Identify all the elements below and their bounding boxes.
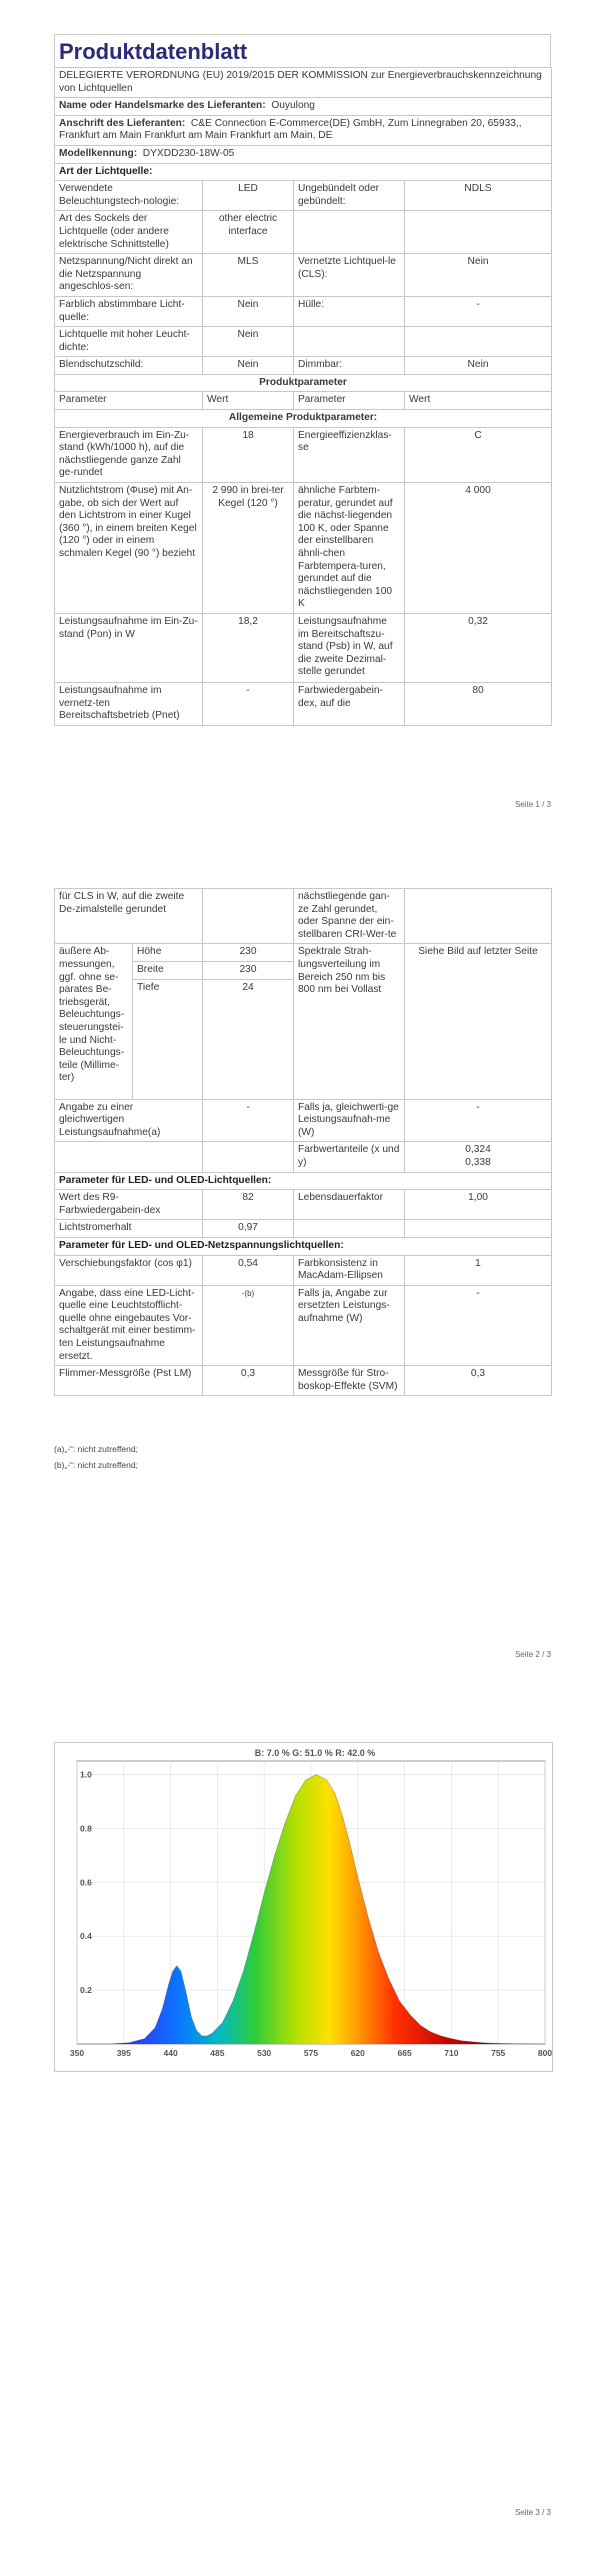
page-footer-2: Seite 2 / 3 — [514, 1650, 551, 1659]
flicker-value: 0,3 — [203, 1366, 294, 1396]
dimmable-value: Nein — [405, 357, 552, 375]
cap-value: other electric interface — [203, 211, 294, 254]
empty-cell — [294, 327, 405, 357]
cri-label-cont: nächstliegende gan-ze Zahl gerundet, oder Spanne der ein-stellbaren CRI-Wer-te — [294, 889, 405, 944]
x-tick-label: 575 — [303, 2048, 319, 2058]
footnote-a: (a)„-“: nicht zutreffend; — [54, 1444, 138, 1454]
x-tick-label: 395 — [116, 2048, 131, 2058]
cct-value: 4 000 — [405, 483, 552, 614]
empty-cell — [203, 889, 294, 944]
claim-power-label: Falls ja, Angabe zur ersetzten Leistungs-aufnahme (W) — [294, 1285, 405, 1366]
supplier-name: Ouyulong — [271, 100, 315, 112]
empty-cell — [405, 211, 552, 254]
r9-label: Wert des R9-Farbwiedergabein-dex — [55, 1190, 203, 1220]
envelope-value: - — [405, 296, 552, 326]
page-footer-3: Seite 3 / 3 — [514, 2508, 551, 2517]
claim-power-value: - — [405, 1285, 552, 1366]
chromaticity-label: Farbwertanteile (x und y) — [294, 1142, 405, 1172]
value-header: Wert — [405, 392, 552, 410]
y-tick-label: 0.2 — [80, 1985, 92, 1996]
consistency-value: 1 — [405, 1255, 552, 1285]
pnet-label: Leistungsaufnahme im vernetz-ten Bereitschaftsbetrieb (Pnet) — [55, 682, 203, 725]
empty-cell — [405, 889, 552, 944]
empty-cell — [203, 1142, 294, 1172]
empty-cell — [405, 1220, 552, 1238]
svm-label: Messgröße für Stro-boskop-Effekte (SVM) — [294, 1366, 405, 1396]
dimensions-label: äußere Ab-messungen, ggf. ohne se-parates Be-triebsgerät, Beleuchtungs-steuerungstei-le und Nicht-Beleuchtungs-teile (Millime-ter) — [55, 944, 133, 1099]
nondirectional-label: Ungebündelt oder gebündelt: — [294, 181, 405, 211]
survival-label: Lebensdauerfaktor — [294, 1190, 405, 1220]
x-tick-label: 530 — [257, 2048, 272, 2058]
chromaticity-value — [405, 1142, 552, 1172]
empty-cell — [55, 1142, 203, 1172]
nondirectional-value: NDLS — [405, 181, 552, 211]
spectrum-chart — [55, 1743, 552, 2071]
x-tick-label: 755 — [491, 2048, 506, 2058]
x-tick-label: 440 — [163, 2048, 178, 2058]
x-tick-label: 485 — [210, 2048, 225, 2058]
x-tick-label: 800 — [537, 2048, 552, 2058]
model-row — [55, 145, 552, 163]
glare-label: Blendschutzschild: — [55, 357, 203, 375]
supplier-name-row — [55, 98, 552, 116]
cap-label: Art des Sockels der Lichtquelle (oder andere elektrische Schnittstelle) — [55, 211, 203, 254]
chroma-x: 0,324 — [465, 1144, 491, 1156]
y-tick-label: 0.6 — [80, 1877, 92, 1888]
led-params-heading: Parameter für LED- und OLED-Lichtquellen: — [55, 1172, 552, 1190]
x-tick-label: 665 — [397, 2048, 412, 2058]
depth-label: Tiefe — [133, 979, 203, 1099]
page-1 — [54, 34, 551, 726]
mains-params-heading: Parameter für LED- und OLED-Netzspannungslichtquellen: — [55, 1237, 552, 1255]
width-label: Breite — [133, 961, 203, 979]
dimmable-label: Dimmbar: — [294, 357, 405, 375]
spd-label: Spektrale Strah-lungsverteilung im Bereich 250 nm bis 800 nm bei Vollast — [294, 944, 405, 1099]
model-id: DYXDD230-18W-05 — [142, 147, 235, 159]
survival-value: 1,00 — [405, 1190, 552, 1220]
x-tick-label: 620 — [350, 2048, 365, 2058]
product-params-table-cont — [54, 888, 552, 1396]
document-title: Produktdatenblatt — [54, 34, 551, 67]
product-params-heading: Produktparameter — [55, 374, 552, 392]
high-luminance-label: Lichtquelle mit hoher Leucht-dichte: — [55, 327, 203, 357]
eff-class-label: Energieeffizienzklas-se — [294, 427, 405, 482]
pnet-value: - — [203, 682, 294, 725]
pon-value: 18,2 — [203, 613, 294, 682]
y-tick-label: 0.4 — [80, 1931, 92, 1942]
cls-label: Vernetzte Lichtquel-le (CLS): — [294, 254, 405, 297]
lighting-tech-label: Verwendete Beleuchtungstech-nologie: — [55, 181, 203, 211]
pf-value: 0,54 — [203, 1255, 294, 1285]
page-2 — [54, 888, 551, 1396]
high-luminance-value: Nein — [203, 327, 294, 357]
address-row — [55, 115, 552, 145]
replace-power-label: Falls ja, gleichwerti-ge Leistungsaufnah-me (W) — [294, 1099, 405, 1142]
address-label: Anschrift des Lieferanten: — [59, 117, 186, 129]
regulation-text: DELEGIERTE VERORDNUNG (EU) 2019/2015 DER KOMMISSION zur Energieverbrauchskennzeichnung von Lichtquellen — [55, 68, 552, 98]
eff-class-value: C — [405, 427, 552, 482]
height-value: 230 — [203, 944, 294, 962]
replace-power-value: - — [405, 1099, 552, 1142]
svm-value: 0,3 — [405, 1366, 552, 1396]
lighting-tech-value: LED — [203, 181, 294, 211]
spectrum-chart-frame — [54, 1742, 553, 2072]
mains-label: Netzspannung/Nicht direkt an die Netzspannung angeschlos-sen: — [55, 254, 203, 297]
empty-cell — [405, 327, 552, 357]
envelope-label: Hülle: — [294, 296, 405, 326]
flicker-label: Flimmer-Messgröße (Pst LM) — [55, 1366, 203, 1396]
empty-cell — [294, 1220, 405, 1238]
flux-label: Nutzlichtstrom (Φuse) mit An-gabe, ob sich der Wert auf den Lichtstrom in einer Kugel (360 °), in einem breiten Kegel (120 °) oder in einem schmalen Kegel (90 °) bezieht — [55, 483, 203, 614]
param-header: Parameter — [294, 392, 405, 410]
consistency-label: Farbkonsistenz in MacAdam-Ellipsen — [294, 1255, 405, 1285]
supplier-name-label: Name oder Handelsmarke des Lieferanten: — [59, 100, 266, 112]
product-info-table — [54, 67, 552, 726]
y-tick-labels — [80, 1769, 92, 1995]
pnet-label-cont: für CLS in W, auf die zweite De-zimalstelle gerundet — [55, 889, 203, 944]
x-tick-labels — [70, 2048, 552, 2058]
energy-on-value: 18 — [203, 427, 294, 482]
y-tick-label: 0.8 — [80, 1823, 92, 1834]
claim-value: -(b) — [203, 1285, 294, 1366]
width-value: 230 — [203, 961, 294, 979]
x-tick-label: 350 — [69, 2048, 85, 2058]
chroma-y: 0,338 — [465, 1156, 491, 1168]
energy-on-label: Energieverbrauch im Ein-Zu-stand (kWh/1000 h), auf die nächstliegende ganze Zahl ge-rundet — [55, 427, 203, 482]
empty-cell — [294, 211, 405, 254]
psb-label: Leistungsaufnahme im Bereitschaftszu-stand (Psb) in W, auf die zweite Dezimal-stelle gerundet — [294, 613, 405, 682]
psb-value: 0,32 — [405, 613, 552, 682]
equiv-power-value: - — [203, 1099, 294, 1142]
equiv-power-label: Angabe zu einer gleichwertigen Leistungsaufnahme(a) — [55, 1099, 203, 1142]
height-label: Höhe — [133, 944, 203, 962]
lumen-maint-label: Lichtstromerhalt — [55, 1220, 203, 1238]
claim-label: Angabe, dass eine LED-Licht-quelle eine Leuchtstofflicht-quelle ohne eingebautes Vor-schaltgerät mit einer bestimm-ten Leistungsaufnahme ersetzt. — [55, 1285, 203, 1366]
spectrum-area — [77, 1775, 545, 2045]
mains-value: MLS — [203, 254, 294, 297]
lightsource-type-heading: Art der Lichtquelle: — [55, 163, 552, 181]
y-tick-label: 1.0 — [80, 1769, 92, 1780]
cri-label: Farbwiedergabein-dex, auf die — [294, 682, 405, 725]
colour-tunable-value: Nein — [203, 296, 294, 326]
model-label: Modellkennung: — [59, 147, 138, 159]
general-params-heading: Allgemeine Produktparameter: — [55, 410, 552, 428]
cls-value: Nein — [405, 254, 552, 297]
flux-value: 2 990 in brei-ter Kegel (120 °) — [203, 483, 294, 614]
footnote-b: (b)„-“: nicht zutreffend; — [54, 1460, 138, 1470]
glare-value: Nein — [203, 357, 294, 375]
value-header: Wert — [203, 392, 294, 410]
pf-label: Verschiebungsfaktor (cos φ1) — [55, 1255, 203, 1285]
pon-label: Leistungsaufnahme im Ein-Zu-stand (Pon) in W — [55, 613, 203, 682]
spd-value: Siehe Bild auf letzter Seite — [405, 944, 552, 1099]
page-footer-1: Seite 1 / 3 — [514, 800, 551, 809]
address: C&E Connection E-Commerce(DE) GmbH, Zum Linnegraben 20, 65933,, Frankfurt am Main Frankfurt am Main Frankfurt am Main, DE — [59, 117, 522, 142]
cri-value: 80 — [405, 682, 552, 725]
r9-value: 82 — [203, 1190, 294, 1220]
x-tick-label: 710 — [444, 2048, 459, 2058]
depth-value: 24 — [203, 979, 294, 1099]
colour-tunable-label: Farblich abstimmbare Licht-quelle: — [55, 296, 203, 326]
lumen-maint-value: 0,97 — [203, 1220, 294, 1238]
rgb-annotation: B: 7.0 % G: 51.0 % R: 42.0 % — [254, 1748, 376, 1758]
param-header: Parameter — [55, 392, 203, 410]
cct-label: ähnliche Farbtem-peratur, gerundet auf die nächst-liegenden 100 K, oder Spanne der einstellbaren ähnli-chen Farbtempera-turen, gerundet auf die nächstliegenden 100 K — [294, 483, 405, 614]
